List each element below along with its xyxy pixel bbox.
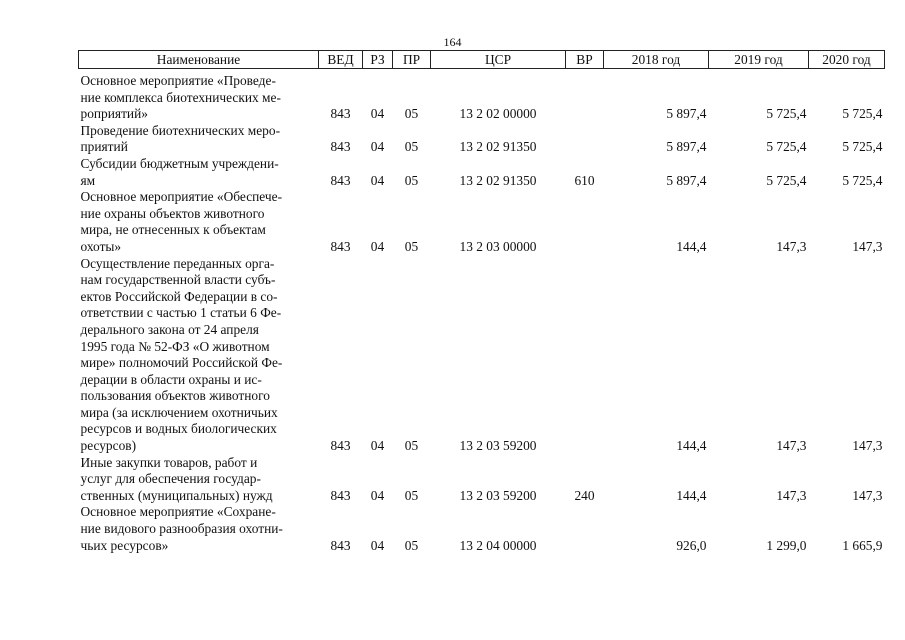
cell-csr: 13 2 03 00000	[459, 238, 537, 254]
cell-2019: 147,3	[776, 238, 807, 254]
name-line: ответствии с частью 1 статьи 6 Фе-	[80, 305, 282, 321]
cell-name	[79, 189, 319, 255]
cell-name	[79, 455, 319, 505]
table-row	[79, 504, 885, 554]
name-line: Субсидии бюджетным учреждени-	[80, 155, 279, 171]
name-line: Иные закупки товаров, работ и	[80, 454, 258, 470]
cell-ved: 843	[330, 139, 351, 155]
table-row	[79, 123, 885, 156]
name-line: Осуществление переданных орга-	[80, 255, 275, 271]
name-line: ственных (муниципальных) нужд	[80, 487, 273, 503]
name-line: мире» полномочий Российской Фе-	[80, 355, 283, 371]
cell-ved: 843	[330, 172, 351, 188]
table-row	[79, 73, 885, 123]
cell-csr: 13 2 04 00000	[459, 537, 537, 553]
page-number: 164	[443, 35, 462, 49]
cell-ved: 843	[330, 238, 351, 254]
cell-2020: 147,3	[852, 487, 883, 503]
cell-2018: 144,4	[676, 438, 707, 454]
cell-2019: 5 725,4	[766, 139, 807, 155]
name-line: Основное мероприятие «Проведе-	[80, 73, 276, 88]
cell-pr: 05	[404, 487, 419, 503]
cell-csr: 13 2 03 59200	[459, 438, 537, 454]
cell-vr: 240	[574, 487, 595, 503]
table-row	[79, 455, 885, 505]
cell-csr: 13 2 02 91350	[459, 172, 537, 188]
table-row	[79, 156, 885, 189]
name-line: ние видового разнообразия охотни-	[80, 521, 283, 537]
cell-vr	[566, 189, 604, 255]
name-line: ектов Российской Федерации в со-	[80, 288, 278, 304]
cell-2020: 1 665,9	[842, 537, 883, 553]
name-line: мира (за исключением охотничьих	[80, 404, 278, 420]
cell-2018: 144,4	[676, 487, 707, 503]
cell-2018: 926,0	[676, 537, 707, 553]
header-2019: 2019 год	[709, 51, 809, 69]
cell-name	[79, 123, 319, 156]
cell-pr: 05	[404, 438, 419, 454]
header-vr: ВР	[566, 51, 604, 69]
cell-rz: 04	[370, 106, 385, 122]
name-line: Проведение биотехнических меро-	[80, 122, 281, 138]
cell-name	[79, 504, 319, 554]
name-line: дерального закона от 24 апреля	[80, 321, 259, 337]
cell-rz: 04	[370, 238, 385, 254]
cell-2018: 144,4	[676, 238, 707, 254]
name-line: ям	[80, 172, 96, 188]
cell-2018: 5 897,4	[666, 172, 707, 188]
name-line: ресурсов)	[80, 438, 137, 454]
cell-pr: 05	[404, 106, 419, 122]
cell-2020: 147,3	[852, 238, 883, 254]
name-line: услуг для обеспечения государ-	[80, 471, 261, 487]
name-line: приятий	[80, 139, 128, 155]
cell-vr: 610	[574, 172, 595, 188]
cell-pr: 05	[404, 139, 419, 155]
header-csr: ЦСР	[431, 51, 566, 69]
name-line: ние комплекса биотехнических ме-	[80, 89, 281, 105]
header-name: Наименование	[79, 51, 319, 69]
header-rz: РЗ	[363, 51, 393, 69]
cell-name	[79, 73, 319, 123]
cell-2018: 5 897,4	[666, 139, 707, 155]
cell-2020: 5 725,4	[842, 139, 883, 155]
cell-ved: 843	[330, 487, 351, 503]
header-2018: 2018 год	[604, 51, 709, 69]
cell-rz: 04	[370, 438, 385, 454]
name-line: дерации в области охраны и ис-	[80, 371, 262, 387]
name-line: чьих ресурсов»	[80, 537, 169, 553]
cell-2019: 1 299,0	[766, 537, 807, 553]
cell-2020: 5 725,4	[842, 172, 883, 188]
cell-ved: 843	[330, 537, 351, 553]
cell-ved: 843	[330, 438, 351, 454]
name-line: ресурсов и водных биологических	[80, 421, 277, 437]
budget-table	[78, 50, 885, 554]
table-body	[79, 69, 885, 555]
cell-pr: 05	[404, 238, 419, 254]
cell-name	[79, 156, 319, 189]
cell-rz: 04	[370, 172, 385, 188]
header-ved: ВЕД	[319, 51, 363, 69]
cell-csr: 13 2 02 91350	[459, 139, 537, 155]
cell-2019: 5 725,4	[766, 172, 807, 188]
header-2020: 2020 год	[809, 51, 885, 69]
cell-2019: 147,3	[776, 438, 807, 454]
name-line: охоты»	[80, 238, 122, 254]
cell-2019: 5 725,4	[766, 106, 807, 122]
cell-vr	[566, 256, 604, 455]
cell-vr	[566, 73, 604, 123]
name-line: Основное мероприятие «Сохране-	[80, 504, 276, 520]
cell-rz: 04	[370, 537, 385, 553]
cell-csr: 13 2 02 00000	[459, 106, 537, 122]
cell-ved: 843	[330, 106, 351, 122]
cell-vr	[566, 504, 604, 554]
cell-pr: 05	[404, 537, 419, 553]
cell-pr: 05	[404, 172, 419, 188]
cell-2020: 147,3	[852, 438, 883, 454]
cell-rz: 04	[370, 487, 385, 503]
name-line: мира, не отнесенных к объектам	[80, 222, 266, 238]
cell-name	[79, 256, 319, 455]
name-line: 1995 года № 52-ФЗ «О животном	[80, 338, 270, 354]
cell-vr	[566, 123, 604, 156]
cell-rz: 04	[370, 139, 385, 155]
name-line: нам государственной власти субъ-	[80, 272, 276, 288]
table-row	[79, 256, 885, 455]
cell-2019: 147,3	[776, 487, 807, 503]
name-line: ние охраны объектов животного	[80, 205, 265, 221]
table-header-row	[79, 51, 885, 69]
name-line: пользования объектов животного	[80, 388, 270, 404]
cell-csr: 13 2 03 59200	[459, 487, 537, 503]
name-line: роприятий»	[80, 106, 148, 122]
table-row	[79, 189, 885, 255]
name-line: Основное мероприятие «Обеспече-	[80, 189, 283, 205]
cell-2020: 5 725,4	[842, 106, 883, 122]
cell-2018: 5 897,4	[666, 106, 707, 122]
header-pr: ПР	[393, 51, 431, 69]
